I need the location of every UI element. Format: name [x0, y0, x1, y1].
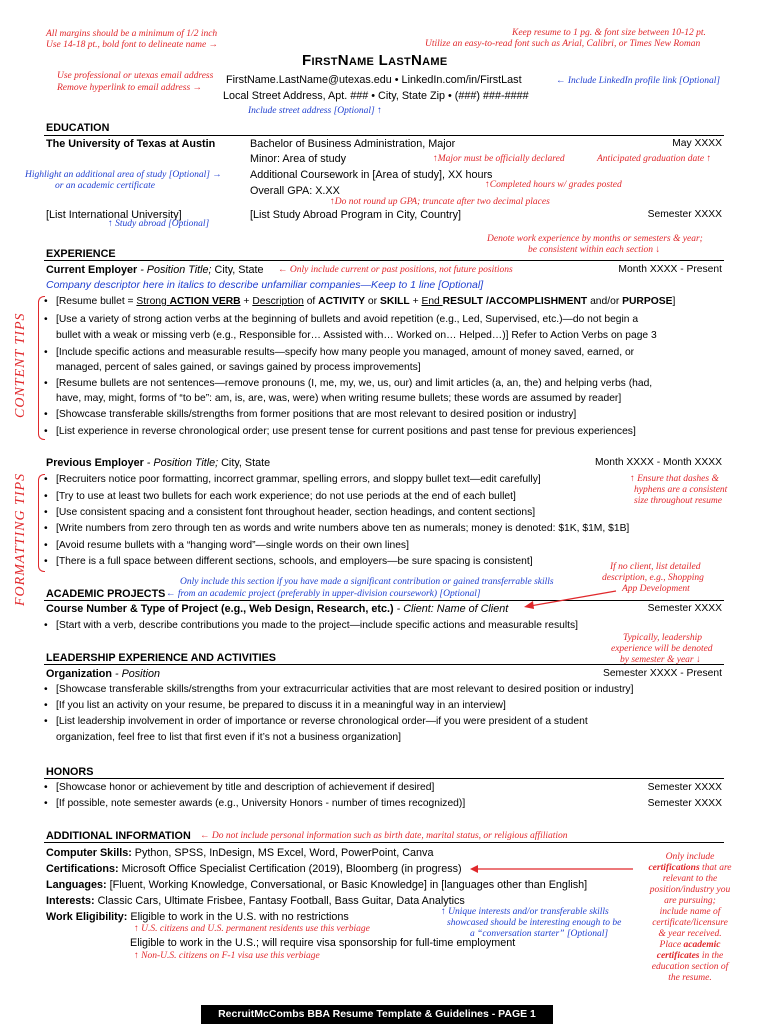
languages-line [46, 879, 587, 891]
current-positions-note: ← Only include current or past positions, not future positions [278, 265, 513, 275]
honors-b2-text: [If possible, note semester awards (e.g., University Honors - number of times recognized)] [56, 798, 466, 809]
bullet-action-verbs-cont: bullet with a weak or missing verb (e.g., Responsible for… Assisted with… Worked on… Helped…)] Refer to Action Verbs on page 3 [56, 330, 657, 341]
p4-text: [Write numbers from zero through ten as words and write numbers above ten as numerals; money is denoted: $1K, $1M, $1B] [56, 523, 630, 534]
prev-position: - Position Title; [143, 457, 219, 469]
project-client: - Client: Name of Client [393, 603, 509, 615]
int-value: Classic Cars, Ultimate Frisbee, Fantasy Football, Bass Guitar, Data Analytics [94, 895, 465, 907]
leadership-bullet-3: • [List leadership involvement in order of importance or reverse chronological order—if you were president of a student [44, 716, 588, 727]
format-bullet-2: • [Try to use at least two bullets for each work experience; do not use periods at the end of each bullet] [44, 491, 516, 502]
b1-o: PURPOSE [622, 296, 673, 307]
leadership-bullet-2: • [If you list an activity on your resume, be prepared to discuss it in a meaningful way in an interview] [44, 700, 506, 711]
b1-p: ] [672, 296, 676, 307]
prev-location: City, State [218, 457, 271, 469]
education-rule [44, 135, 724, 136]
font-choice-note: Utilize an easy-to-read font such as Arial, Calibri, or Times New Roman [425, 39, 701, 49]
dashes-note-3: size throughout resume [634, 496, 722, 506]
cert-note-10: Place [659, 940, 682, 950]
study-abroad-note: ↑ Study abroad [Optional] [108, 219, 210, 229]
cert-note-4: relevant to the [662, 874, 718, 884]
cert-note-1: Only include [665, 852, 715, 862]
format-bullet-1: • [Recruiters notice poor formatting, incorrect grammar, spelling errors, and sloppy bullet text—edit carefully] [44, 474, 541, 485]
b4-line1: [Resume bullets are not sentences—remove pronouns (I, me, my, we, us, our) and limit articles (a, an, the) and helping verbs (had, [56, 378, 653, 389]
current-position: - Position Title; [137, 264, 212, 276]
completed-hours-note: ↑Completed hours w/ grades posted [485, 180, 622, 190]
b1-i: SKILL [379, 296, 410, 307]
p5-text: [Avoid resume bullets with a “hanging word”—single words on their own lines] [56, 540, 409, 551]
p2-text: [Try to use at least two bullets for each work experience; do not use periods at the end of each bullet] [56, 491, 516, 502]
leadership-note-1: Typically, leadership [623, 633, 702, 643]
cert-value: Microsoft Office Specialist Certification (2019), Bloomberg (in progress) [118, 863, 462, 875]
cert-side-note [640, 852, 740, 984]
b1-g: ACTIVITY [318, 296, 366, 307]
work-eligibility-visa: Eligible to work in the U.S.; will require visa sponsorship for full-time employment [130, 937, 516, 949]
projects-note-1: Only include this section if you have made a significant contribution or gained transferrable skills [180, 577, 554, 587]
b1-j: + [409, 296, 422, 307]
street-note: Include street address [Optional] ↑ [248, 106, 382, 116]
email-note: Use professional or utexas email address [57, 71, 214, 81]
bullet-measurable-cont: managed, percent of sales gained, or savings gained by process improvements] [56, 362, 421, 373]
honors-bullet-2: • [If possible, note semester awards (e.g., University Honors - number of times recognized)] [44, 798, 466, 809]
experience-rule [44, 260, 724, 261]
b6-text: [List experience in reverse chronological order; use present tense for current positions and past tense for previous experiences] [56, 426, 636, 437]
months-note-1: Denote work experience by months or semesters & year; [487, 234, 703, 244]
honors-heading: HONORS [46, 766, 94, 778]
us-citizens-note: ↑ U.S. citizens and U.S. permanent residents use this verbiage [134, 924, 370, 934]
interests-note-3a: a “conversation starter” [470, 929, 565, 939]
bullet-transferable: • [Showcase transferable skills/strengths from former positions that are most relevant to desired position or industry] [44, 409, 577, 420]
prev-date: Month XXXX - Month XXXX [594, 457, 722, 468]
computer-skills-line [46, 847, 433, 859]
b2-line1: [Use a variety of strong action verbs at the beginning of bullets and avoid repetition (e.g., Led, Supervised, etc.)—do not begin a [56, 314, 639, 325]
grad-date: May XXXX [672, 138, 722, 149]
lead-b2-text: [If you list an activity on your resume, be prepared to discuss it in a meaningful way in an interview] [56, 700, 506, 711]
organization-line [46, 668, 160, 680]
linkedin-note: ← Include LinkedIn profile link [Optional] [556, 76, 721, 86]
bullet-formula: • [Resume bullet = Strong ACTION VERB + Description of ACTIVITY or SKILL + End RESULT /ACCOMPLISHMENT and/or PURPOSE] [44, 296, 676, 307]
work-label: Work Eligibility: [46, 911, 128, 923]
personal-info-note: ← Do not include personal information such as birth date, marital status, or religious affiliation [200, 831, 568, 841]
page-footer: RecruitMcCombs BBA Resume Template & Guidelines - PAGE 1 [201, 1005, 553, 1024]
no-client-note-3: App Development [622, 584, 690, 594]
b5-text: [Showcase transferable skills/strengths from former positions that are most relevant to desired position or industry] [56, 409, 577, 420]
format-bullet-6: • [There is a full space between different sections, schools, and employers—be sure spacing is consistent] [44, 556, 533, 567]
lang-value: [Fluent, Working Knowledge, Conversational, or Basic Knowledge] in [languages other than English] [106, 879, 588, 891]
b1-h: or [365, 296, 380, 307]
current-location: City, State [211, 264, 264, 276]
hyperlink-note: Remove hyperlink to email address → [57, 83, 203, 93]
project-date: Semester XXXX [647, 603, 722, 614]
bullet-reverse-chrono: • [List experience in reverse chronological order; use present tense for current positions and past tense for previous experiences] [44, 426, 636, 437]
honors-rule [44, 778, 724, 779]
b1-m: /ACCOMPLISHMENT [483, 296, 588, 307]
interests-note-3b: [Optional] [566, 929, 609, 939]
format-bullet-4: • [Write numbers from zero through ten as words and write numbers above ten as numerals; money is denoted: $1K, $1M, $1B] [44, 523, 630, 534]
leadership-bullet-3-cont: organization, feel free to list that first even if it’s not a business organization] [56, 732, 401, 743]
contact-line: FirstName.LastName@utexas.edu • LinkedIn.com/in/FirstLast [226, 74, 522, 86]
candidate-name: FirstName LastName [302, 52, 448, 69]
p6-text: [There is a full space between different sections, schools, and employers—be sure spacing is consistent] [56, 556, 533, 567]
client-arrow-icon [520, 588, 620, 612]
work-value: Eligible to work in the U.S. with no restrictions [127, 911, 349, 923]
project-line [46, 603, 508, 615]
org-date: Semester XXXX - Present [602, 668, 722, 679]
dashes-note-2: hyphens are a consistent [634, 485, 728, 495]
cert-note-13: in the [701, 951, 724, 961]
degree: Bachelor of Business Administration, Major [250, 138, 456, 150]
lead-b1-text: [Showcase transferable skills/strengths from your extracurricular activities that are most relevant to desired position or industry] [56, 684, 634, 695]
cert-note-2: certifications [648, 863, 700, 873]
skills-value: Python, SPSS, InDesign, MS Excel, Word, PowerPoint, Canva [131, 847, 434, 859]
cert-note-8: certificate/licensure [652, 918, 728, 928]
education-heading: EDUCATION [46, 122, 110, 134]
current-employer-line [46, 264, 264, 276]
bullet-pronouns-cont: have, may, might, forms of “to be”: am, is, are, was, were) when writing resume bullets; these words are assumed by reader] [56, 393, 622, 404]
dashes-note-1: ↑ Ensure that dashes & [630, 474, 719, 484]
honors-bullet-1: • [Showcase honor or achievement by title and description of achievement if desired] [44, 782, 435, 793]
current-employer: Current Employer [46, 264, 138, 276]
b1-n: and/or [587, 296, 623, 307]
no-client-note-1: If no client, list detailed [610, 562, 701, 572]
b3-line1: [Include specific actions and measurable results—specify how many people you managed, amount of money saved, earned, or [56, 347, 635, 358]
no-client-note-2: description, e.g., Shopping [602, 573, 704, 583]
cert-note-12: certificates [656, 951, 700, 961]
org-position: - Position [111, 668, 160, 680]
previous-employer-line [46, 457, 270, 469]
study-abroad-date: Semester XXXX [647, 209, 722, 220]
cert-note-9: & year received. [658, 929, 722, 939]
b1-a: [Resume bullet = [56, 296, 137, 307]
leadership-bullet-1: • [Showcase transferable skills/strengths from your extracurricular activities that are most relevant to desired position or industry] [44, 684, 634, 695]
cert-arrow-icon [467, 862, 637, 876]
one-page-note: Keep resume to 1 pg. & font size between 10-12 pt. [512, 28, 706, 38]
additional-area-note: Highlight an additional area of study [Optional] → [25, 170, 222, 180]
leadership-note-2: experience will be denoted [611, 644, 713, 654]
cert-note-7: include name of [659, 907, 721, 917]
honors-date-1: Semester XXXX [647, 782, 722, 793]
cert-note-3: that are [702, 863, 732, 873]
additional-rule [44, 842, 724, 843]
lang-label: Languages: [46, 879, 107, 891]
project-course: Course Number & Type of Project (e.g., Web Design, Research, etc.) [46, 603, 394, 615]
interests-note-2: showcased should be interesting enough to be [447, 918, 622, 928]
honors-b1-text: [Showcase honor or achievement by title and description of achievement if desired] [56, 782, 435, 793]
p1-text: [Recruiters notice poor formatting, incorrect grammar, spelling errors, and sloppy bullet text—edit carefully] [56, 474, 541, 485]
int-label: Interests: [46, 895, 95, 907]
skills-label: Computer Skills: [46, 847, 132, 859]
bullet-pronouns: • [Resume bullets are not sentences—remove pronouns (I, me, my, we, us, our) and limit articles (a, an, the) and helping verbs (had, [44, 378, 653, 389]
p3-text: [Use consistent spacing and a consistent font throughout header, section headings, and content sections] [56, 507, 536, 518]
projects-rule [44, 600, 724, 601]
company-descriptor: Company descriptor here in italics to describe unfamiliar companies—Keep to 1 line [Optional] [46, 279, 484, 291]
bullet-action-verbs: • [Use a variety of strong action verbs at the beginning of bullets and avoid repetition (e.g., Led, Supervised, etc.)—do not begin a [44, 314, 639, 325]
b1-d: + [240, 296, 253, 307]
interests-line [46, 895, 465, 907]
name-font-note: Use 14-18 pt., bold font to delineate name → [46, 40, 219, 50]
project-b1-text: [Start with a verb, describe contributions you made to the project—include specific actions and measurable results] [56, 620, 578, 631]
experience-heading: EXPERIENCE [46, 248, 116, 260]
months-note-2: be consistent within each section ↓ [528, 245, 661, 255]
cert-note-15: the resume. [668, 973, 712, 983]
lead-b3-text: [List leadership involvement in order of importance or reverse chronological order—if you were president of a student [56, 716, 588, 727]
gpa: Overall GPA: X.XX [250, 185, 340, 197]
b1-l: RESULT [442, 296, 484, 307]
intl-university: [List International University] [46, 209, 182, 221]
prev-employer: Previous Employer [46, 457, 144, 469]
leadership-note-3: by semester & year ↓ [620, 655, 701, 665]
interests-note-1: ↑ Unique interests and/or transferable skills [441, 907, 609, 917]
projects-heading: ACADEMIC PROJECTS [46, 588, 166, 600]
bullet-measurable: • [Include specific actions and measurable results—specify how many people you managed, amount of money saved, earned, or [44, 347, 635, 358]
work-eligibility-line [46, 911, 349, 923]
project-bullet: • [Start with a verb, describe contributions you made to the project—include specific actions and measurable results] [44, 620, 578, 631]
cert-note-6: are pursuing; [664, 896, 716, 906]
formatting-tips-label: FORMATTING TIPS [13, 472, 28, 606]
cert-label: Certifications: [46, 863, 119, 875]
non-us-note: ↑ Non-U.S. citizens on F-1 visa use this verbiage [134, 951, 320, 961]
current-date: Month XXXX - Present [618, 264, 722, 275]
leadership-rule [44, 664, 724, 665]
certifications-line [46, 863, 462, 875]
b1-k: End [421, 296, 443, 307]
cert-note-11: academic [683, 940, 721, 950]
format-bullet-5: • [Avoid resume bullets with a “hanging word”—single words on their own lines] [44, 540, 409, 551]
b1-e: Description [252, 296, 304, 307]
cert-note-14: education section of [651, 962, 729, 972]
additional-heading: ADDITIONAL INFORMATION [46, 830, 191, 842]
academic-cert-note: or an academic certificate [55, 181, 155, 191]
minor: Minor: Area of study [250, 153, 347, 165]
grad-date-note: Anticipated graduation date ↑ [597, 154, 712, 164]
projects-note-2: ← from an academic project (preferably in upper-division coursework) [Optional] [166, 589, 481, 599]
b1-f: of [303, 296, 319, 307]
format-bullet-3: • [Use consistent spacing and a consistent font throughout header, section headings, and content sections] [44, 507, 536, 518]
content-tips-label: CONTENT TIPS [13, 312, 28, 418]
major-note: ↑Major must be officially declared [433, 154, 565, 164]
b1-c: ACTION VERB [169, 296, 241, 307]
cert-note-5: position/industry you [649, 885, 731, 895]
coursework: Additional Coursework in [Area of study], XX hours [250, 169, 493, 181]
study-abroad-program: [List Study Abroad Program in City, Country] [250, 209, 462, 221]
margins-note: All margins should be a minimum of 1/2 inch [46, 29, 218, 39]
honors-date-2: Semester XXXX [647, 798, 722, 809]
address-line: Local Street Address, Apt. ### • City, State Zip • (###) ###-#### [223, 90, 529, 102]
school-name: The University of Texas at Austin [46, 138, 216, 150]
leadership-heading: LEADERSHIP EXPERIENCE AND ACTIVITIES [46, 652, 276, 664]
b1-b: Strong [136, 296, 170, 307]
gpa-note: ↑Do not round up GPA; truncate after two decimal places [330, 197, 550, 207]
org-name: Organization [46, 668, 112, 680]
interests-note-3 [470, 929, 608, 940]
